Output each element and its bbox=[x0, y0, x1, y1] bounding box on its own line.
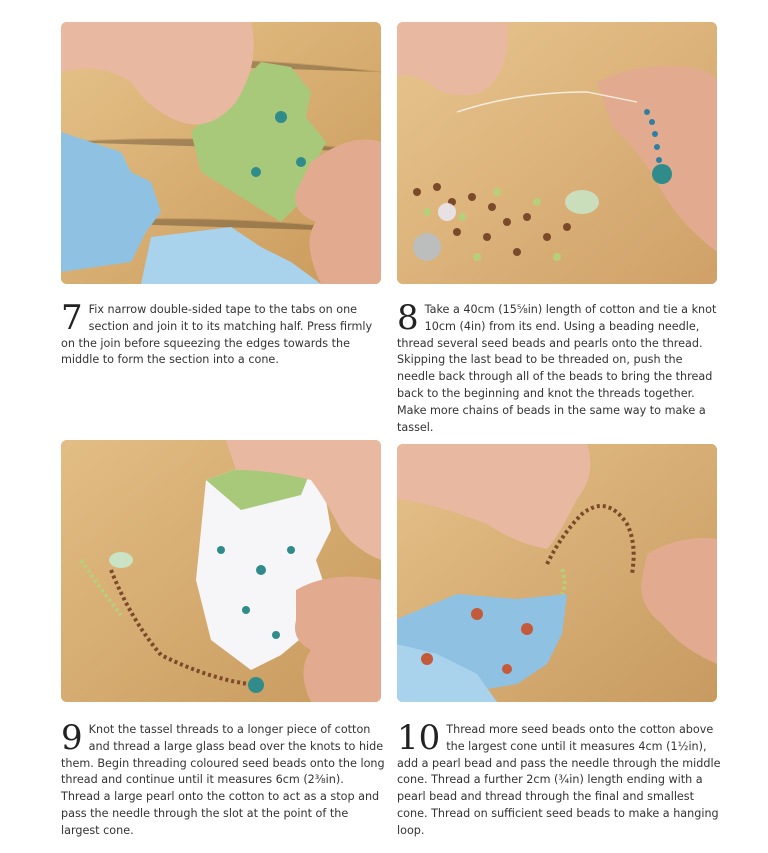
step-9-instruction bbox=[61, 718, 386, 840]
step-number: 10 bbox=[397, 718, 441, 758]
step-8-illustration bbox=[397, 22, 717, 284]
step-7-photo bbox=[61, 22, 381, 284]
step-7-illustration bbox=[61, 22, 381, 284]
step-9-photo bbox=[61, 440, 381, 702]
step-8-photo bbox=[397, 22, 717, 284]
step-number: 9 bbox=[61, 718, 83, 758]
step-text: Thread more seed beads onto the cotton above the largest cone until it measures 4cm (1½in), add a pearl bead and pass the needle through the middle cone. Thread a further 2cm (¾in) length ending with a pearl bead and thread through the final and smallest cone. Thread on sufficient seed beads to make a hanging loop. bbox=[397, 723, 721, 837]
step-text: Fix narrow double-sided tape to the tabs on one section and join it to its matching half. Press firmly on the join before squeezing the edges towards the middle to form the section into a cone. bbox=[61, 303, 373, 367]
step-7-instruction bbox=[61, 298, 383, 369]
step-number: 8 bbox=[397, 298, 419, 338]
step-10-photo bbox=[397, 444, 717, 702]
step-10-illustration bbox=[397, 444, 717, 702]
step-text: Take a 40cm (15⅝in) length of cotton and tie a knot 10cm (4in) from its end. Using a beading needle, thread several seed beads and pearls onto the thread. Skipping the last bead to be threaded on, push the needle back through all of the beads to bring the thread back to the beginning and knot the threads together. Make more chains of beads in the same way to make a tassel. bbox=[397, 303, 717, 434]
step-9-illustration bbox=[61, 440, 381, 702]
step-text: Knot the tassel threads to a longer piece of cotton and thread a large glass bead over the knots to hide them. Begin threading coloured seed beads onto the long thread and continue until it measures 6cm (2⅜in). Thread a large pearl onto the cotton to act as a stop and pass the needle through the slot at the point of the largest cone. bbox=[61, 723, 385, 837]
step-8-instruction bbox=[397, 298, 722, 436]
step-10-instruction bbox=[397, 718, 722, 840]
step-number: 7 bbox=[61, 298, 83, 338]
